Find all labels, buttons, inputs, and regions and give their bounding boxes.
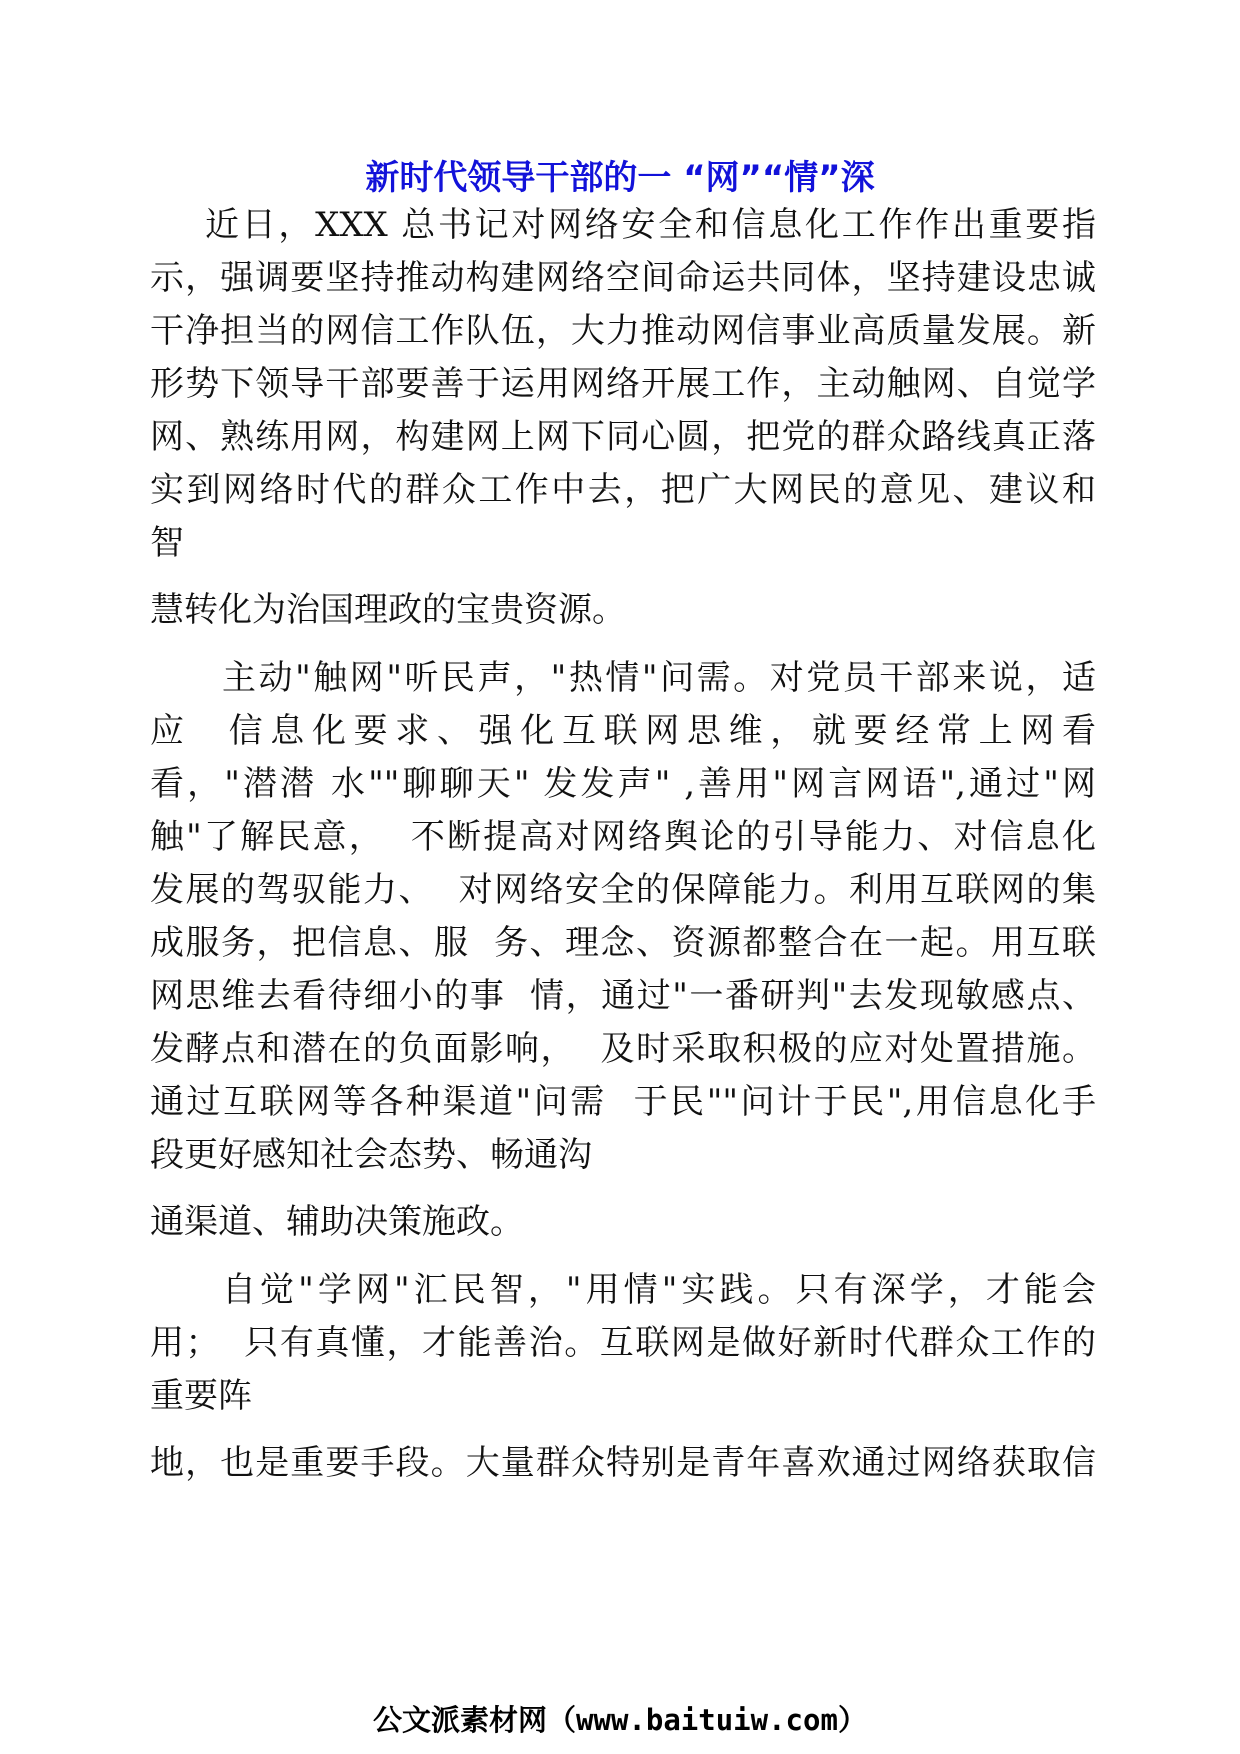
paragraph-line: 智 [150, 523, 184, 563]
page-title: 新时代领导干部的一 “网”“情”深 [365, 158, 875, 198]
paragraph-line: 应 信息化要求、强化互联网思维，就要经常上网看 [150, 711, 1096, 751]
paragraph-line: 重要阵 [150, 1376, 252, 1416]
paragraph-line: 看，"潜潜 水""聊聊天" 发发声" ,善用"网言网语",通过"网 [150, 764, 1096, 804]
paragraph-line: 地，也是重要手段。大量群众特别是青年喜欢通过网络获取信 [150, 1443, 1096, 1483]
paragraph-line: 慧转化为治国理政的宝贵资源。 [150, 590, 626, 630]
paragraph-line: 干净担当的网信工作队伍，大力推动网信事业高质量发展。新 [150, 311, 1096, 351]
paragraph-line: 主动"触网"听民声，"热情"问需。对党员干部来说，适 [222, 658, 1096, 698]
paragraph-line: 用； 只有真懂，才能善治。互联网是做好新时代群众工作的 [150, 1323, 1096, 1363]
paragraph-line: 自觉"学网"汇民智，"用情"实践。只有深学，才能会 [222, 1270, 1096, 1310]
paragraph-line: 近日，XXX 总书记对网络安全和信息化工作作出重要指 [205, 205, 1096, 245]
paragraph-line: 发酵点和潜在的负面影响， 及时采取积极的应对处置措施。 [150, 1029, 1096, 1069]
paragraph-line: 网思维去看待细小的事 情，通过"一番研判"去发现敏感点、 [150, 976, 1096, 1016]
paragraph-line: 示，强调要坚持推动构建网络空间命运共同体，坚持建设忠诚 [150, 258, 1096, 298]
paragraph-line: 实到网络时代的群众工作中去，把广大网民的意见、建议和 [150, 470, 1096, 510]
paragraph-line: 触"了解民意， 不断提高对网络舆论的引导能力、对信息化 [150, 817, 1096, 857]
paragraph-line: 通过互联网等各种渠道"问需 于民""问计于民",用信息化手 [150, 1082, 1096, 1122]
paragraph-line: 成服务，把信息、服 务、理念、资源都整合在一起。用互联 [150, 923, 1096, 963]
paragraph-line: 段更好感知社会态势、畅通沟 [150, 1135, 592, 1175]
paragraph-line: 通渠道、辅助决策施政。 [150, 1202, 524, 1242]
paragraph-line: 发展的驾驭能力、 对网络安全的保障能力。利用互联网的集 [150, 870, 1096, 910]
paragraph-line: 网、熟练用网，构建网上网下同心圆，把党的群众路线真正落 [150, 417, 1096, 457]
footer-site-label: 公文派素材网（www.baituiw.com） [373, 1703, 867, 1737]
paragraph-line: 形势下领导干部要善于运用网络开展工作，主动触网、自觉学 [150, 364, 1096, 404]
